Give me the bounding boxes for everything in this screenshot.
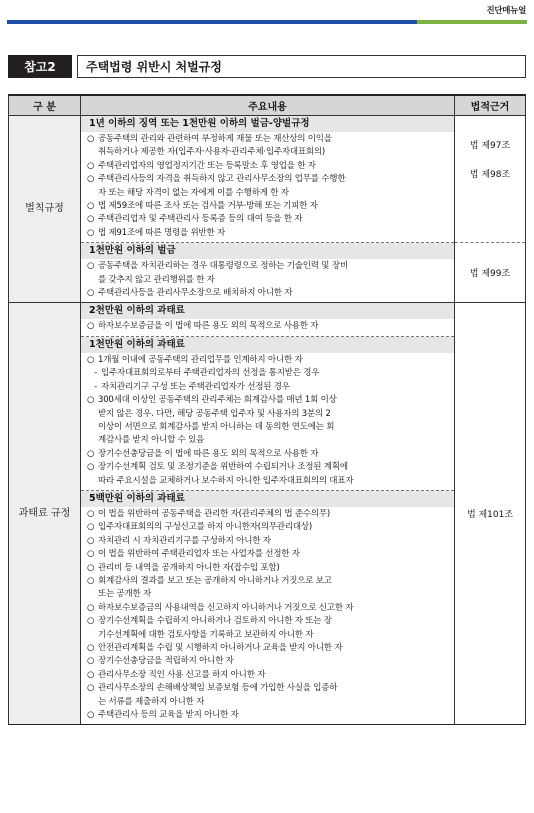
penalty-subsection	[81, 337, 454, 491]
list-item	[87, 173, 450, 186]
item-text: 하자보수보증금의 사용내역을 신고하지 아니하거나 거짓으로 신고한 자	[98, 602, 354, 613]
list-item	[87, 508, 450, 521]
circle-bullet-icon: ○	[87, 643, 95, 653]
indent-spacer	[87, 421, 98, 434]
item-text: 장기수선충당금을 이 법에 따른 용도 외의 목적으로 사용한 자	[98, 448, 319, 459]
list-item	[87, 367, 450, 380]
list-item	[87, 227, 450, 240]
list-item	[87, 655, 450, 668]
item-text: 공동주택의 관리와 관련하여 부정하게 재물 또는 재산상의 이익을	[98, 134, 332, 144]
item-text: 법 제59조에 따른 조사 또는 검사를 거부·방해 또는 기피한 자	[98, 201, 318, 212]
list-item	[87, 615, 450, 628]
item-text: 는 서류를 제출하지 아니한 자	[98, 696, 205, 707]
circle-bullet-icon: ○	[87, 134, 95, 144]
list-item	[87, 320, 450, 333]
item-list	[81, 259, 454, 302]
penalty-subsection	[81, 243, 454, 302]
subsection-heading: 2천만원 이하의 과태료	[81, 303, 454, 319]
list-item	[87, 200, 450, 213]
circle-bullet-icon: ○	[87, 669, 95, 680]
list-item	[87, 535, 450, 548]
item-text: 받지 않은 경우. 다만, 해당 공동주택 입주자 및 사용자의 3분의 2	[98, 408, 331, 419]
header-rule-accent	[417, 20, 527, 24]
item-text: 관리사무소장 직인 사용 신고를 하지 아니한 자	[98, 669, 266, 680]
list-item	[87, 394, 450, 407]
dash-bullet-icon: -	[94, 368, 97, 379]
item-text: 주택관리사 등의 교육을 받지 아니한 자	[98, 710, 239, 721]
list-item	[87, 575, 450, 588]
item-text: 장기수선계획을 수립하지 아니하거나 검토하지 아니한 자 또는 장	[98, 616, 332, 627]
section-content	[81, 116, 455, 302]
item-text: 주택관리업자의 영업정지기간 또는 등록말소 후 영업을 한 자	[98, 160, 316, 171]
list-item	[87, 274, 450, 287]
table-body	[9, 116, 525, 724]
circle-bullet-icon: ○	[87, 288, 95, 299]
subsection-heading: 1천만원 이하의 벌금	[81, 243, 454, 259]
list-item	[87, 629, 450, 642]
item-text: 회계감사의 결과를 보고 또는 공개하지 아니하거나 거짓으로 보고	[98, 575, 332, 586]
item-text: 계감사를 받지 아니할 수 있음	[98, 435, 205, 446]
header-rule	[7, 20, 527, 24]
item-text: 관리사무소장의 손해배상책임 보증보험 등에 가입한 사실을 입증하	[98, 683, 338, 694]
circle-bullet-icon: ○	[87, 710, 95, 721]
list-item	[87, 475, 450, 488]
section-legal-basis	[455, 303, 525, 724]
item-text: 공동주택을 자치관리하는 경우 대통령령으로 정하는 기술인력 및 장비	[98, 261, 348, 272]
brand-label: 진단매뉴얼	[486, 6, 526, 16]
penalty-subsection	[81, 303, 454, 336]
subsection-heading: 1년 이하의 징역 또는 1천만원 이하의 벌금-양벌규정	[81, 116, 454, 132]
list-item	[87, 669, 450, 682]
item-text: 자치관리기구 구성 또는 주택관리업자가 선정된 경우	[101, 381, 290, 392]
item-text: 주택관리사등을 관리사무소장으로 배치하지 아니한 자	[98, 288, 293, 299]
circle-bullet-icon: ○	[87, 549, 95, 560]
list-item	[87, 548, 450, 561]
subsection-heading: 5백만원 이하의 과태료	[81, 491, 454, 507]
indent-spacer	[87, 696, 98, 709]
circle-bullet-icon: ○	[87, 321, 95, 332]
penalty-table	[8, 94, 526, 725]
item-list	[81, 319, 454, 335]
item-text: 입주자대표회의의 구성신고를 하지 아니한자(의무관리대상)	[98, 522, 313, 533]
item-text: 주택관리사등의 자격을 취득하지 않고 관리사무소장의 업무를 수행한	[98, 174, 346, 185]
indent-spacer	[87, 629, 98, 642]
item-text: 안전관리계획을 수립 및 시행하지 아니하거나 교육을 받지 아니한 자	[98, 643, 343, 653]
indent-spacer	[87, 588, 98, 601]
circle-bullet-icon: ○	[87, 395, 95, 406]
column-header-legal-basis: 법적근거	[470, 102, 510, 113]
list-item	[87, 521, 450, 534]
item-list	[81, 132, 454, 242]
circle-bullet-icon: ○	[87, 462, 95, 473]
circle-bullet-icon: ○	[87, 602, 95, 613]
item-list	[81, 353, 454, 490]
circle-bullet-icon: ○	[87, 261, 95, 272]
section-label: 벌칙규정	[9, 116, 81, 302]
indent-spacer	[87, 187, 98, 200]
item-text: 를 갖추지 않고 관리행위를 한 자	[98, 274, 215, 285]
circle-bullet-icon: ○	[87, 562, 95, 573]
reference-title: 주택법령 위반시 처벌규정	[77, 55, 526, 78]
list-item	[87, 642, 450, 655]
list-item	[87, 421, 450, 434]
item-text: 주택관리업자 및 주택관리사 등록증 등의 대여 등을 한 자	[98, 214, 303, 225]
item-text: 1개월 이내에 공동주택의 관리업무를 인계하지 아니한 자	[98, 354, 303, 365]
circle-bullet-icon: ○	[87, 522, 95, 533]
item-text: 장기수선충당금을 적립하지 아니한 자	[98, 656, 234, 667]
circle-bullet-icon: ○	[87, 535, 95, 546]
list-item	[87, 354, 450, 367]
list-item	[87, 287, 450, 300]
list-item	[87, 381, 450, 394]
list-item	[87, 260, 450, 273]
list-item	[87, 160, 450, 173]
item-text: 기수선계획에 대한 검토사항을 기록하고 보관하지 아니한 자	[98, 629, 314, 640]
list-item	[87, 434, 450, 447]
indent-spacer	[87, 146, 98, 159]
penalty-subsection	[81, 116, 454, 243]
circle-bullet-icon: ○	[87, 683, 95, 694]
legal-basis-cell: 법 제101조	[466, 510, 514, 521]
section-label: 과태료 규정	[9, 303, 81, 724]
circle-bullet-icon: ○	[87, 160, 95, 171]
item-text: 이 법을 위반하여 공동주택을 관리한 자(관리주체의 법 준수의무)	[98, 508, 331, 519]
legal-basis-text: 법 제97조	[469, 141, 511, 151]
column-header-content: 주요내용	[81, 96, 455, 115]
item-text: 이 법을 위반하여 주택관리업자 또는 사업자를 선정한 자	[98, 549, 300, 560]
list-item	[87, 187, 450, 200]
circle-bullet-icon: ○	[87, 201, 95, 212]
circle-bullet-icon: ○	[87, 354, 95, 365]
table-header-row	[9, 96, 525, 116]
legal-basis-cell: 법 제99조	[469, 269, 511, 279]
list-item	[87, 588, 450, 601]
table-section	[9, 116, 525, 303]
reference-label: 참고2	[8, 55, 72, 78]
item-list	[81, 507, 454, 725]
circle-bullet-icon: ○	[87, 656, 95, 667]
list-item	[87, 448, 450, 461]
list-item	[87, 461, 450, 474]
column-header-category: 구 분	[9, 96, 81, 115]
circle-bullet-icon: ○	[87, 448, 95, 459]
indent-spacer	[87, 475, 98, 488]
indent-spacer	[87, 274, 98, 287]
list-item	[87, 602, 450, 615]
item-text: 이상이 서면으로 회계감사를 받지 아니하는 데 동의한 연도에는 회	[98, 421, 335, 432]
item-text: 관리비 등 내역을 공개하지 아니한 자(잡수입 포함)	[98, 562, 280, 573]
item-text: 하자보수보증금을 이 법에 따른 용도 외의 목적으로 사용한 자	[98, 321, 319, 332]
item-text: 300세대 이상인 공동주택의 관리주체는 회계감사를 매년 1회 이상	[98, 395, 337, 406]
item-text: 자치관리 시 자치관리기구를 구성하지 아니한 자	[98, 535, 271, 546]
list-item	[87, 408, 450, 421]
section-legal-basis	[455, 116, 525, 302]
list-item	[87, 133, 450, 146]
list-item	[87, 213, 450, 226]
list-item	[87, 682, 450, 695]
list-item	[87, 146, 450, 159]
circle-bullet-icon: ○	[87, 575, 95, 586]
circle-bullet-icon: ○	[87, 214, 95, 225]
section-content	[81, 303, 455, 724]
item-text: 또는 공개한 자	[98, 589, 152, 600]
subsection-heading: 1천만원 이하의 과태료	[81, 337, 454, 353]
circle-bullet-icon: ○	[87, 616, 95, 627]
table-section	[9, 303, 525, 724]
list-item	[87, 696, 450, 709]
legal-basis-cell	[455, 116, 525, 243]
dash-bullet-icon: -	[94, 381, 97, 392]
legal-basis-text: 법 제98조	[469, 170, 511, 180]
circle-bullet-icon: ○	[87, 227, 95, 238]
item-text: 취득하거나 제공한 자(입주자·사용자·관리주체·입주자대표회의)	[98, 147, 326, 158]
list-item	[87, 709, 450, 722]
item-text: 법 제91조에 따른 명령을 위반한 자	[98, 227, 226, 238]
item-text: 장기수선계획 검토 및 조정기준을 위반하여 수립되거나 조정된 계획에	[98, 462, 348, 473]
indent-spacer	[87, 434, 98, 447]
list-item	[87, 562, 450, 575]
item-text: 입주자대표회의로부터 주택관리업자의 선정을 통지받은 경우	[101, 368, 320, 379]
item-text: 자 또는 해당 자격이 없는 자에게 이를 수행하게 한 자	[98, 187, 289, 198]
circle-bullet-icon: ○	[87, 508, 95, 519]
penalty-subsection	[81, 491, 454, 725]
indent-spacer	[87, 408, 98, 421]
circle-bullet-icon: ○	[87, 174, 95, 185]
item-text: 따라 주요시설을 교체하거나 보수하지 아니한 입주자대표회의의 대표자	[98, 475, 354, 486]
